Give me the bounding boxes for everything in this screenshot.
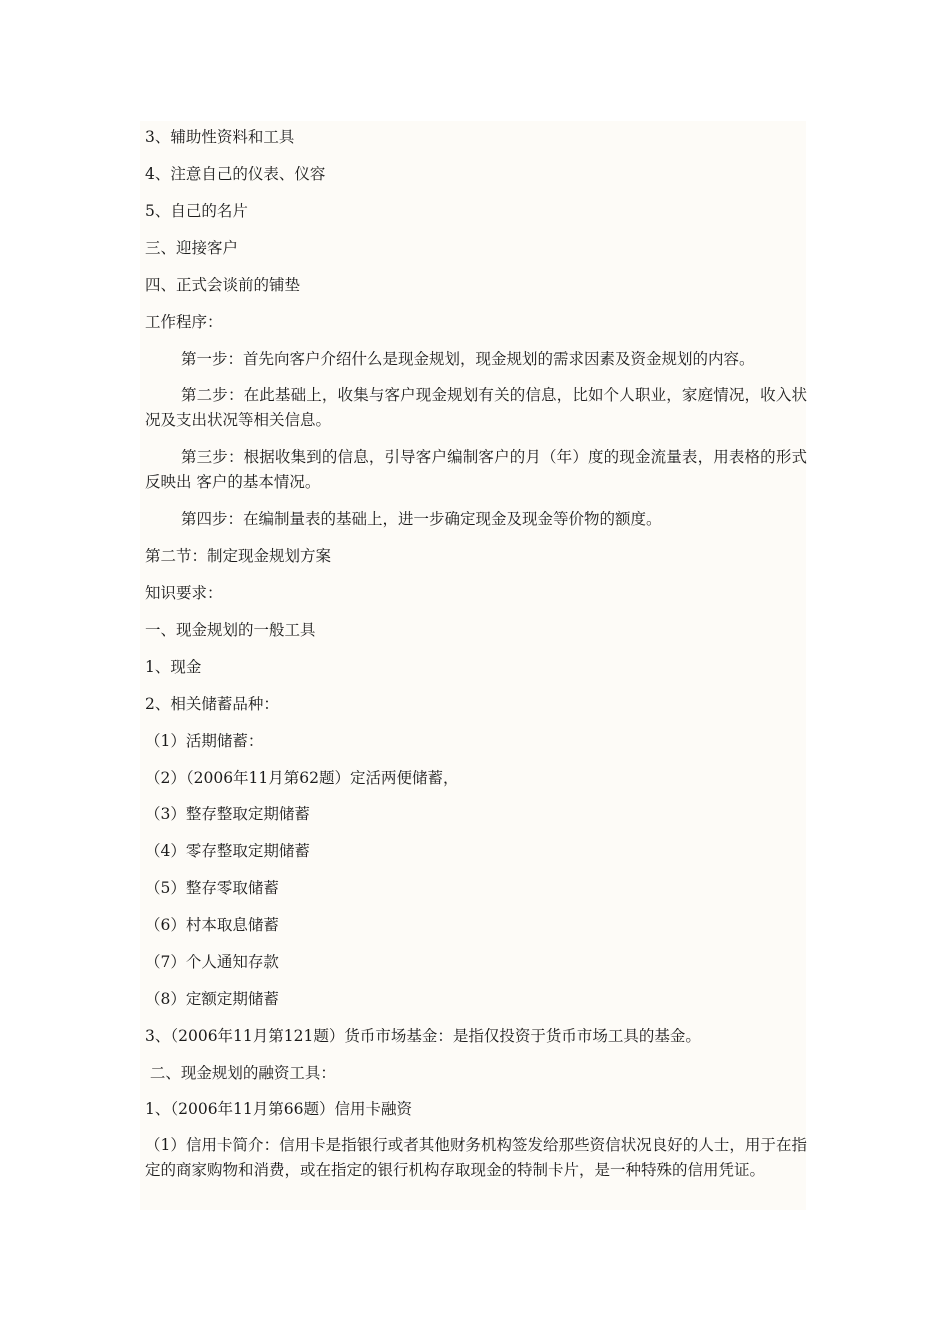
step-two-paragraph: 第二步：在此基础上，收集与客户现金规划有关的信息，比如个人职业，家庭情况，收入状况及支出状况等相关信息。 xyxy=(145,386,807,429)
section-heading-greet-client: 三、迎接客户 xyxy=(145,239,239,257)
list-item-aux-materials: 3、辅助性资料和工具 xyxy=(145,128,295,146)
savings-item-4: （4）零存整取定期储蓄 xyxy=(145,842,310,860)
savings-item-1: （1）活期储蓄： xyxy=(145,732,264,750)
list-item-money-market-fund: 3、（2006年11月第121题）货币市场基金：是指仅投资于货币市场工具的基金。 xyxy=(145,1027,701,1045)
savings-item-7: （7）个人通知存款 xyxy=(145,953,279,971)
work-procedure-label: 工作程序： xyxy=(145,313,223,331)
list-item-credit-card-financing: 1、（2006年11月第66题）信用卡融资 xyxy=(145,1100,413,1118)
list-item-cash: 1、现金 xyxy=(145,658,202,676)
section-heading-cash-plan: 第二节：制定现金规划方案 xyxy=(145,547,332,565)
section-heading-general-tools: 一、现金规划的一般工具 xyxy=(145,621,316,639)
list-item-business-card: 5、自己的名片 xyxy=(145,202,248,220)
step-one-paragraph: 第一步：首先向客户介绍什么是现金规划，现金规划的需求因素及资金规划的内容。 xyxy=(181,350,755,368)
savings-item-5: （5）整存零取储蓄 xyxy=(145,879,279,897)
knowledge-requirements-label: 知识要求： xyxy=(145,584,223,602)
list-item-appearance: 4、注意自己的仪表、仪容 xyxy=(145,165,326,183)
savings-item-6: （6）村本取息储蓄 xyxy=(145,916,279,934)
savings-item-2: （2）（2006年11月第62题）定活两便储蓄， xyxy=(145,769,459,787)
savings-item-3: （3）整存整取定期储蓄 xyxy=(145,805,310,823)
savings-item-8: （8）定额定期储蓄 xyxy=(145,990,279,1008)
step-four-paragraph: 第四步：在编制量表的基础上，进一步确定现金及现金等价物的额度。 xyxy=(181,510,662,528)
section-heading-financing-tools: 二、现金规划的融资工具： xyxy=(145,1064,336,1082)
step-three-paragraph: 第三步：根据收集到的信息，引导客户编制客户的月（年）度的现金流量表，用表格的形式反映出 客户的基本情况。 xyxy=(145,448,807,491)
list-item-savings-types: 2、相关储蓄品种： xyxy=(145,695,279,713)
section-heading-pre-meeting: 四、正式会谈前的铺垫 xyxy=(145,276,301,294)
credit-card-intro-paragraph: （1）信用卡简介：信用卡是指银行或者其他财务机构签发给那些资信状况良好的人士，用于在指定的商家购物和消费，或在指定的银行机构存取现金的特制卡片，是一种特殊的信用凭证。 xyxy=(145,1136,807,1179)
